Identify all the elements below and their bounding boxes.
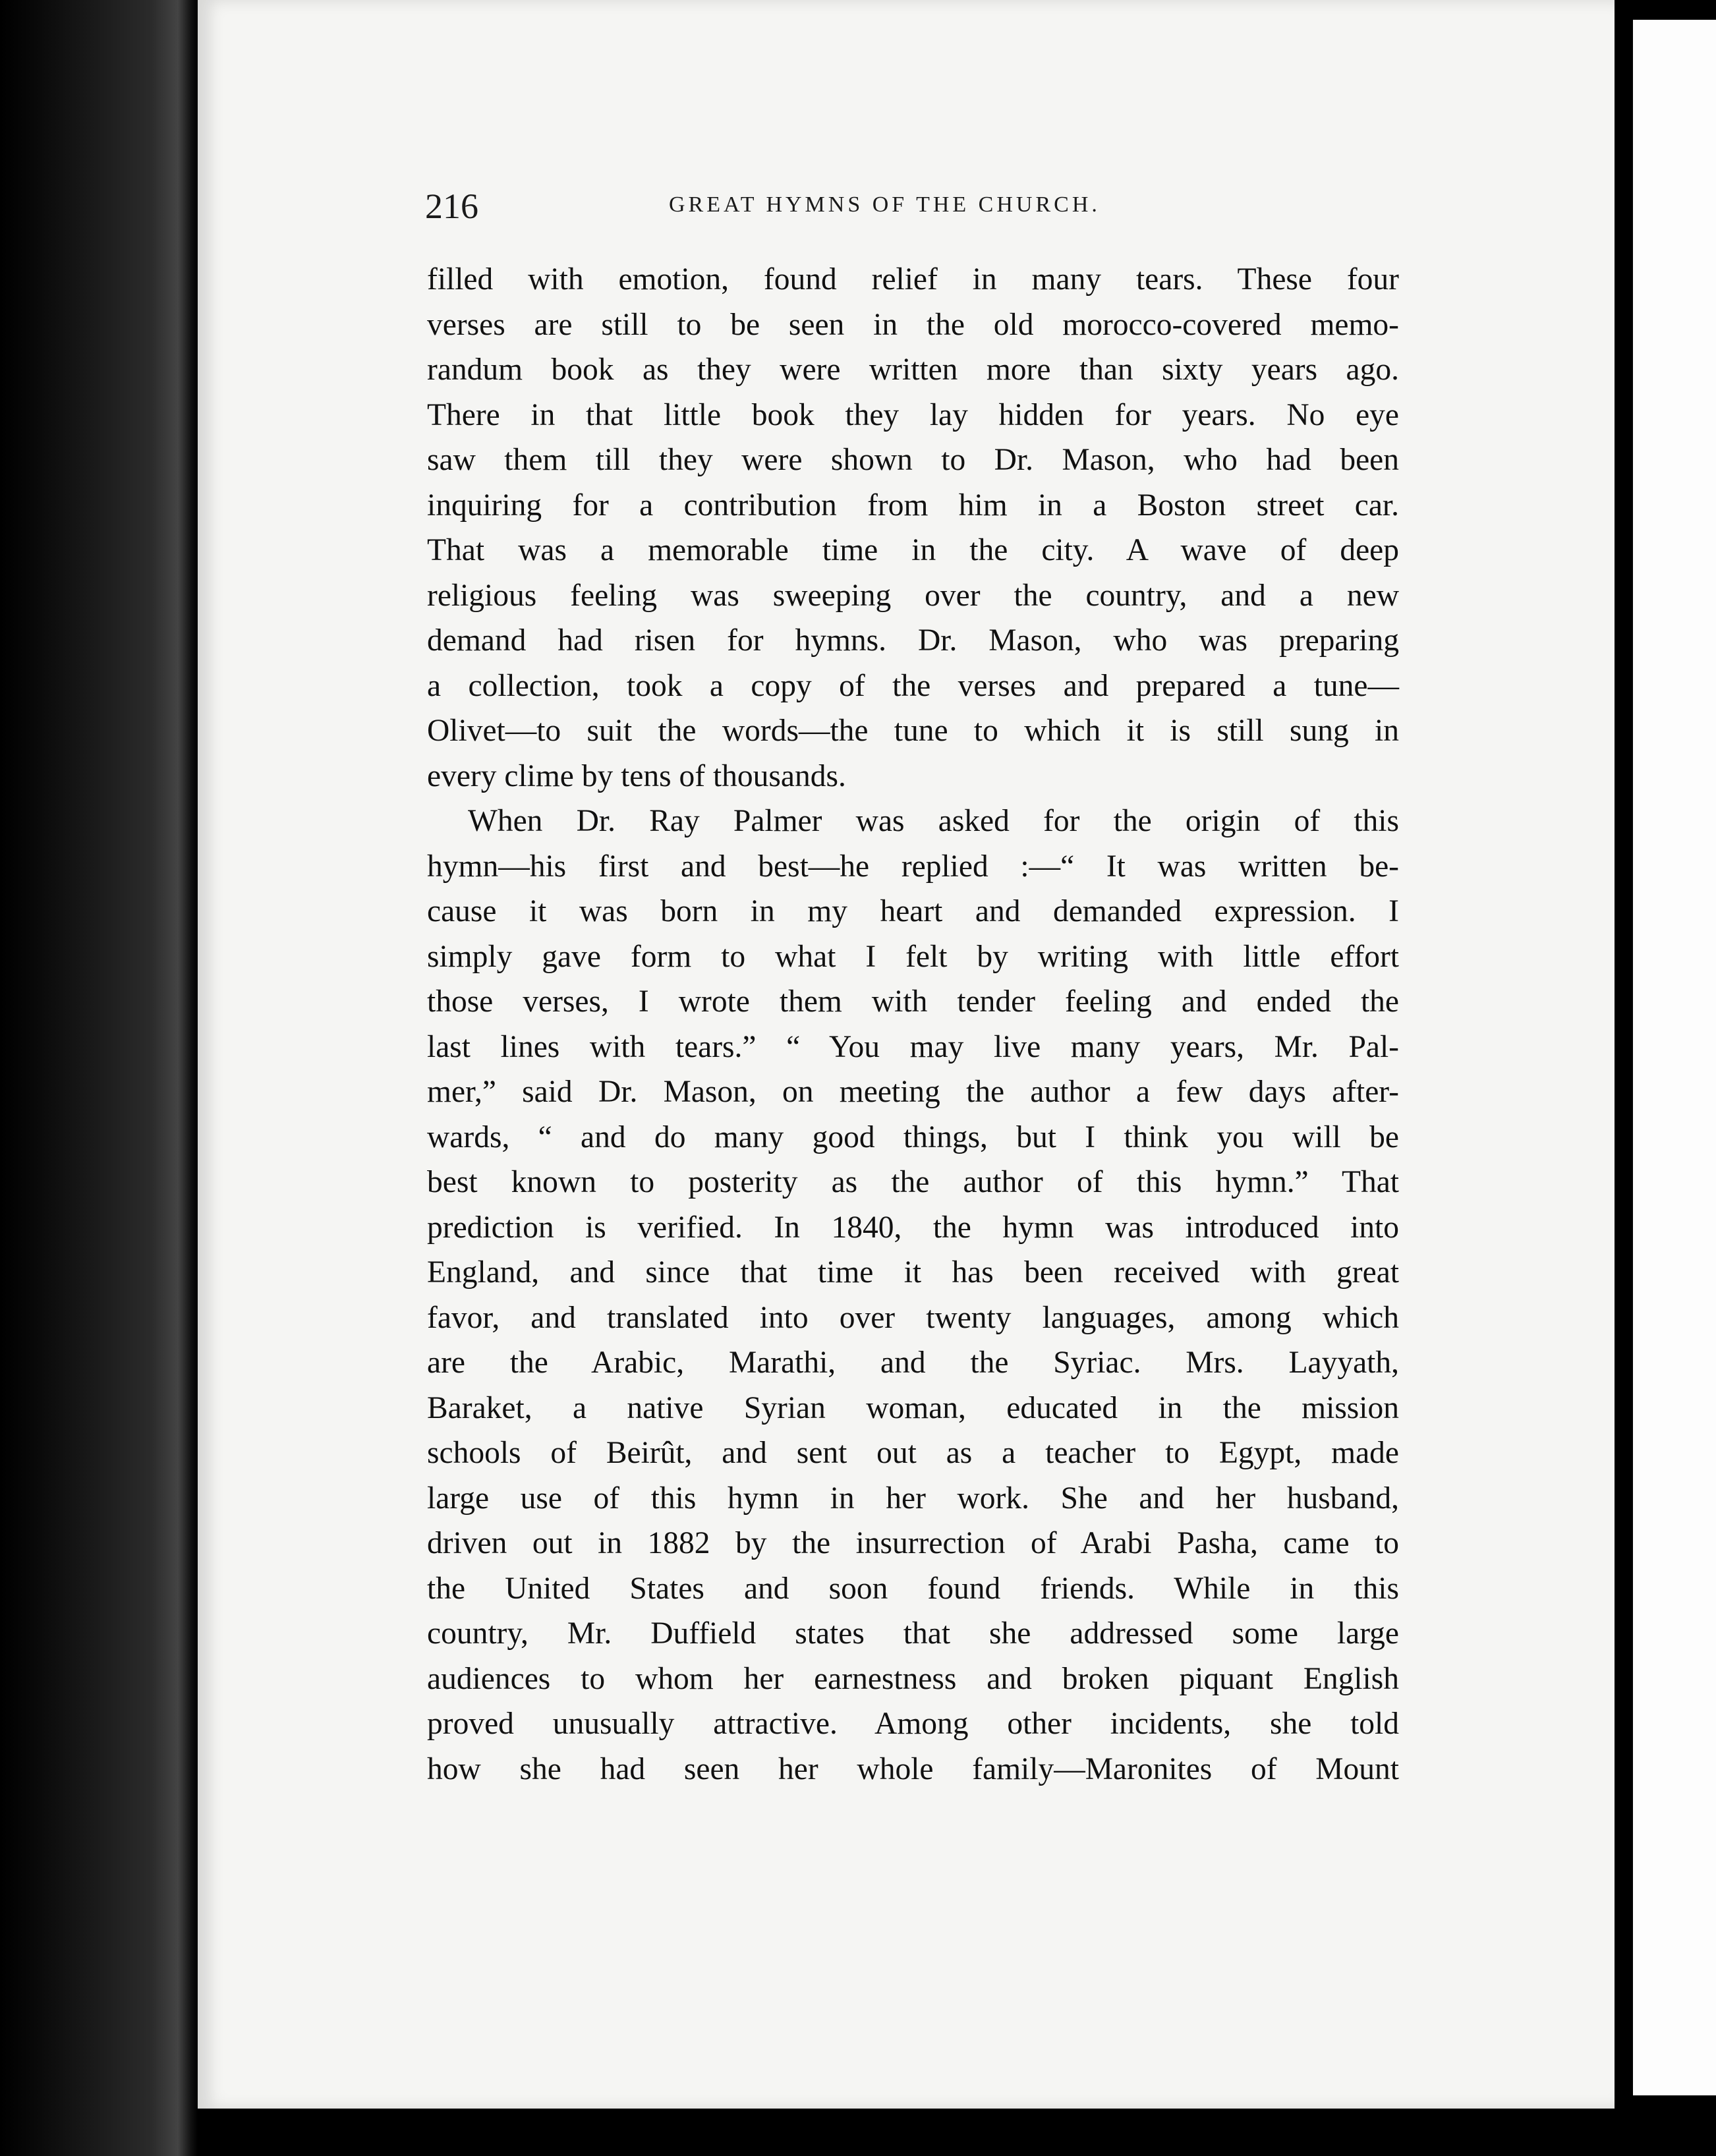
paragraph-start-line: When Dr. Ray Palmer was asked for the origin of this	[468, 804, 1399, 838]
text-line: mer,” said Dr. Mason, on meeting the author a few days after-	[427, 1075, 1399, 1109]
text-line: audiences to whom her earnestness and broken piquant English	[427, 1661, 1399, 1696]
text-line: a collection, took a copy of the verses and prepared a tune—	[427, 668, 1399, 703]
text-line: inquiring for a contribution from him in a Boston street car.	[427, 488, 1399, 523]
text-line: schools of Beirût, and sent out as a teacher to Egypt, made	[427, 1436, 1399, 1470]
text-line: prediction is verified. In 1840, the hymn was introduced into	[427, 1210, 1399, 1245]
text-line: That was a memorable time in the city. A wave of deep	[427, 533, 1399, 567]
text-line: are the Arabic, Marathi, and the Syriac. Mrs. Layyath,	[427, 1346, 1399, 1380]
page-header	[425, 186, 1400, 225]
text-line: England, and since that time it has been received with great	[427, 1255, 1399, 1290]
text-line: proved unusually attractive. Among other incidents, she told	[427, 1707, 1399, 1741]
text-line: the United States and soon found friends. While in this	[427, 1571, 1399, 1606]
text-line: last lines with tears.” “ You may live many years, Mr. Pal-	[427, 1029, 1399, 1064]
text-line: best known to posterity as the author of this hymn.” That	[427, 1165, 1399, 1199]
text-line: country, Mr. Duffield states that she addressed some large	[427, 1616, 1399, 1651]
text-line: cause it was born in my heart and demanded expression. I	[427, 894, 1399, 928]
text-line: favor, and translated into over twenty languages, among which	[427, 1300, 1399, 1335]
next-page-sliver	[1633, 20, 1716, 2095]
page-number: 216	[425, 186, 478, 226]
text-line: randum book as they were written more than sixty years ago.	[427, 353, 1399, 387]
text-line: large use of this hymn in her work. She and her husband,	[427, 1481, 1399, 1516]
text-line: simply gave form to what I felt by writing with little effort	[427, 939, 1399, 974]
body-text	[427, 257, 1399, 1792]
text-line: demand had risen for hymns. Dr. Mason, who was preparing	[427, 623, 1399, 658]
text-line: wards, “ and do many good things, but I think you will be	[427, 1120, 1399, 1154]
text-line: how she had seen her whole family—Maronites of Mount	[427, 1751, 1399, 1786]
text-line: saw them till they were shown to Dr. Mason, who had been	[427, 443, 1399, 477]
text-line: driven out in 1882 by the insurrection of Arabi Pasha, came to	[427, 1526, 1399, 1560]
text-line: There in that little book they lay hidden for years. No eye	[427, 397, 1399, 432]
text-line: Baraket, a native Syrian woman, educated in the mission	[427, 1390, 1399, 1425]
running-head: GREAT HYMNS OF THE CHURCH.	[669, 192, 1101, 217]
paragraph-end-line: every clime by tens of thousands.	[427, 758, 846, 793]
text-line: Olivet—to suit the words—the tune to which it is still sung in	[427, 714, 1399, 748]
text-line: verses are still to be seen in the old morocco-covered memo-	[427, 307, 1399, 342]
text-line: those verses, I wrote them with tender feeling and ended the	[427, 984, 1399, 1019]
text-line: hymn—his first and best—he replied :—“ It was written be-	[427, 849, 1399, 884]
text-line: religious feeling was sweeping over the country, and a new	[427, 578, 1399, 613]
book-spine	[0, 0, 198, 2156]
text-line: filled with emotion, found relief in many tears. These four	[427, 262, 1399, 297]
